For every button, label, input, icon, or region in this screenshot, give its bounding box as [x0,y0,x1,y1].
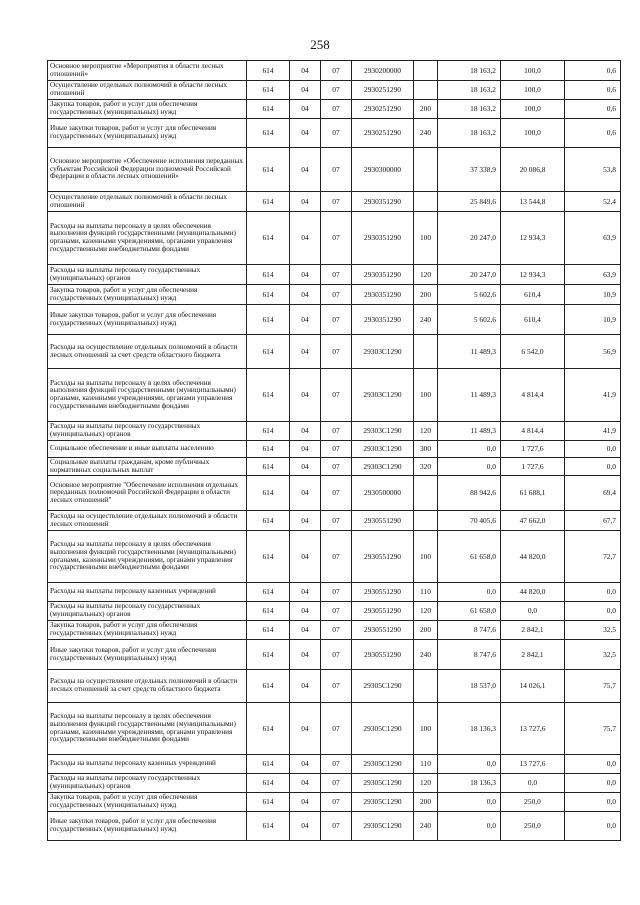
cell-grbs-code: 614 [247,793,290,812]
cell-expense-type: 240 [414,812,438,841]
table-row [48,531,621,583]
cell-name: Закупка товаров, работ и услуг для обеспечения государственных (муниципальных) нужд [48,793,247,812]
cell-target-article: 29305С1290 [352,774,414,793]
cell-target-article: 2930500000 [352,476,414,511]
cell-target-article: 2930551290 [352,511,414,531]
cell-subsection-code: 07 [321,61,352,81]
cell-subsection-code: 07 [321,511,352,531]
cell-actual-amount: 250,0 [501,812,565,841]
cell-target-article: 29305С1290 [352,703,414,755]
table-row [48,212,621,265]
cell-execution-percent: 72,7 [565,531,621,583]
cell-section-code: 04 [290,703,321,755]
cell-execution-percent: 67,7 [565,511,621,531]
cell-section-code: 04 [290,265,321,285]
cell-actual-amount: 100,0 [501,100,565,119]
cell-section-code: 04 [290,755,321,774]
cell-target-article: 2930300000 [352,148,414,192]
cell-actual-amount: 250,0 [501,793,565,812]
cell-target-article: 2930551290 [352,583,414,602]
cell-actual-amount: 0,0 [501,774,565,793]
table-row [48,61,621,81]
cell-actual-amount: 0,0 [501,602,565,621]
cell-execution-percent: 69,4 [565,476,621,511]
cell-section-code: 04 [290,441,321,458]
cell-expense-type: 300 [414,441,438,458]
cell-execution-percent: 0,6 [565,81,621,100]
cell-target-article: 2930351290 [352,192,414,212]
cell-expense-type: 200 [414,285,438,305]
cell-execution-percent: 0,0 [565,774,621,793]
cell-subsection-code: 07 [321,531,352,583]
cell-name: Закупка товаров, работ и услуг для обеспечения государственных (муниципальных) нужд [48,100,247,119]
cell-subsection-code: 07 [321,212,352,265]
cell-execution-percent: 0,0 [565,812,621,841]
budget-table-body [48,61,621,841]
cell-target-article: 29305С1290 [352,793,414,812]
cell-grbs-code: 614 [247,441,290,458]
cell-subsection-code: 07 [321,81,352,100]
cell-target-article: 2930551290 [352,602,414,621]
cell-target-article: 2930251290 [352,81,414,100]
table-row [48,670,621,703]
cell-actual-amount: 13 727,6 [501,703,565,755]
table-row [48,640,621,670]
cell-expense-type: 120 [414,265,438,285]
cell-section-code: 04 [290,119,321,148]
cell-expense-type: 120 [414,602,438,621]
cell-expense-type: 110 [414,583,438,602]
table-row [48,703,621,755]
table-row [48,602,621,621]
cell-section-code: 04 [290,212,321,265]
cell-actual-amount: 12 934,3 [501,265,565,285]
cell-expense-type: 200 [414,621,438,640]
cell-section-code: 04 [290,670,321,703]
cell-expense-type [414,81,438,100]
cell-grbs-code: 614 [247,621,290,640]
table-row [48,285,621,305]
cell-execution-percent: 75,7 [565,703,621,755]
cell-name: Расходы на выплаты персоналу казенных учреждений [48,755,247,774]
cell-subsection-code: 07 [321,458,352,476]
cell-subsection-code: 07 [321,640,352,670]
cell-target-article: 29303С1290 [352,441,414,458]
cell-name: Социальное обеспечение и иные выплаты населению [48,441,247,458]
cell-section-code: 04 [290,100,321,119]
cell-subsection-code: 07 [321,441,352,458]
cell-grbs-code: 614 [247,476,290,511]
cell-execution-percent: 0,0 [565,458,621,476]
cell-planned-amount: 18 163,2 [438,100,501,119]
cell-expense-type: 100 [414,531,438,583]
cell-planned-amount: 8 747,6 [438,640,501,670]
cell-grbs-code: 614 [247,192,290,212]
cell-grbs-code: 614 [247,100,290,119]
cell-grbs-code: 614 [247,81,290,100]
cell-name: Расходы на выплаты персоналу казенных учреждений [48,583,247,602]
cell-name: Иные закупки товаров, работ и услуг для обеспечения государственных (муниципальных) нужд [48,812,247,841]
cell-target-article: 29305С1290 [352,670,414,703]
cell-name: Расходы на выплаты персоналу в целях обеспечения выполнения функций государственными (муниципальными) органами, казенными учреждениями, органами управления государственными внебюджетными фондами [48,703,247,755]
table-row [48,441,621,458]
cell-execution-percent: 41,9 [565,422,621,441]
cell-expense-type [414,511,438,531]
cell-section-code: 04 [290,511,321,531]
cell-execution-percent: 56,9 [565,335,621,369]
cell-grbs-code: 614 [247,531,290,583]
cell-target-article: 2930551290 [352,621,414,640]
cell-target-article: 2930351290 [352,285,414,305]
table-row [48,305,621,335]
table-row [48,100,621,119]
cell-grbs-code: 614 [247,812,290,841]
cell-planned-amount: 11 489,3 [438,335,501,369]
cell-name: Расходы на выплаты персоналу в целях обеспечения выполнения функций государственными (муниципальными) органами, казенными учреждениями, органами управления государственными внебюджетными фондами [48,212,247,265]
cell-section-code: 04 [290,793,321,812]
cell-name: Иные закупки товаров, работ и услуг для обеспечения государственных (муниципальных) нужд [48,640,247,670]
cell-section-code: 04 [290,476,321,511]
cell-expense-type: 100 [414,369,438,422]
cell-execution-percent: 0,0 [565,583,621,602]
cell-subsection-code: 07 [321,369,352,422]
cell-subsection-code: 07 [321,755,352,774]
cell-section-code: 04 [290,774,321,793]
cell-planned-amount: 37 338,9 [438,148,501,192]
cell-section-code: 04 [290,640,321,670]
cell-expense-type: 240 [414,305,438,335]
cell-actual-amount: 13 544,8 [501,192,565,212]
cell-execution-percent: 52,4 [565,192,621,212]
cell-name: Расходы на выплаты персоналу в целях обеспечения выполнения функций государственными (муниципальными) органами, казенными учреждениями, органами управления государственными внебюджетными фондами [48,531,247,583]
cell-planned-amount: 11 489,3 [438,369,501,422]
cell-target-article: 29303С1290 [352,458,414,476]
cell-section-code: 04 [290,369,321,422]
cell-actual-amount: 61 688,1 [501,476,565,511]
cell-execution-percent: 75,7 [565,670,621,703]
cell-planned-amount: 18 136,3 [438,703,501,755]
cell-subsection-code: 07 [321,774,352,793]
cell-name: Основное мероприятие "Обеспечение исполнения отдельных переданных полномочий Российской Федерации в области лесных отношений" [48,476,247,511]
cell-expense-type: 240 [414,119,438,148]
cell-planned-amount: 25 849,6 [438,192,501,212]
cell-grbs-code: 614 [247,640,290,670]
cell-subsection-code: 07 [321,148,352,192]
cell-actual-amount: 610,4 [501,305,565,335]
cell-actual-amount: 2 842,1 [501,621,565,640]
cell-subsection-code: 07 [321,335,352,369]
cell-planned-amount: 61 658,0 [438,531,501,583]
table-row [48,422,621,441]
cell-execution-percent: 0,6 [565,100,621,119]
cell-grbs-code: 614 [247,119,290,148]
cell-expense-type: 120 [414,422,438,441]
cell-planned-amount: 0,0 [438,755,501,774]
cell-grbs-code: 614 [247,369,290,422]
cell-execution-percent: 0,6 [565,119,621,148]
table-row [48,793,621,812]
cell-actual-amount: 13 727,6 [501,755,565,774]
cell-expense-type: 110 [414,755,438,774]
cell-subsection-code: 07 [321,812,352,841]
cell-execution-percent: 10,9 [565,305,621,335]
cell-actual-amount: 44 820,0 [501,531,565,583]
cell-subsection-code: 07 [321,793,352,812]
cell-name: Иные закупки товаров, работ и услуг для обеспечения государственных (муниципальных) нужд [48,305,247,335]
cell-expense-type: 320 [414,458,438,476]
cell-planned-amount: 5 602,6 [438,285,501,305]
cell-name: Закупка товаров, работ и услуг для обеспечения государственных (муниципальных) нужд [48,285,247,305]
table-row [48,369,621,422]
cell-section-code: 04 [290,583,321,602]
table-row [48,621,621,640]
cell-name: Расходы на осуществление отдельных полномочий в области лесных отношений за счет средств областного бюджета [48,670,247,703]
cell-actual-amount: 4 814,4 [501,422,565,441]
cell-planned-amount: 18 136,3 [438,774,501,793]
cell-planned-amount: 5 602,6 [438,305,501,335]
cell-name: Социальные выплаты гражданам, кроме публичных нормативных социальных выплат [48,458,247,476]
cell-expense-type [414,61,438,81]
cell-section-code: 04 [290,148,321,192]
cell-grbs-code: 614 [247,265,290,285]
cell-planned-amount: 70 405,6 [438,511,501,531]
cell-target-article: 2930351290 [352,265,414,285]
cell-name: Расходы на осуществление отдельных полномочий в области лесных отношений [48,511,247,531]
cell-grbs-code: 614 [247,285,290,305]
table-row [48,812,621,841]
cell-section-code: 04 [290,285,321,305]
cell-grbs-code: 614 [247,305,290,335]
cell-execution-percent: 63,9 [565,265,621,285]
cell-subsection-code: 07 [321,670,352,703]
cell-execution-percent: 0,6 [565,61,621,81]
cell-planned-amount: 18 537,0 [438,670,501,703]
table-row [48,81,621,100]
cell-execution-percent: 10,9 [565,285,621,305]
cell-subsection-code: 07 [321,285,352,305]
cell-execution-percent: 41,9 [565,369,621,422]
cell-actual-amount: 100,0 [501,119,565,148]
cell-grbs-code: 614 [247,422,290,441]
cell-subsection-code: 07 [321,119,352,148]
cell-subsection-code: 07 [321,703,352,755]
table-row [48,119,621,148]
cell-planned-amount: 61 658,0 [438,602,501,621]
cell-expense-type: 200 [414,100,438,119]
cell-name: Расходы на выплаты персоналу государственных (муниципальных) органов [48,422,247,441]
cell-name: Основное мероприятие «Мероприятия в области лесных отношений» [48,61,247,81]
cell-section-code: 04 [290,621,321,640]
cell-planned-amount: 0,0 [438,441,501,458]
cell-actual-amount: 100,0 [501,81,565,100]
cell-expense-type [414,476,438,511]
cell-actual-amount: 20 086,8 [501,148,565,192]
cell-expense-type [414,148,438,192]
cell-section-code: 04 [290,422,321,441]
cell-target-article: 2930551290 [352,640,414,670]
cell-expense-type: 100 [414,212,438,265]
cell-expense-type: 120 [414,774,438,793]
cell-section-code: 04 [290,305,321,335]
cell-expense-type: 200 [414,793,438,812]
cell-subsection-code: 07 [321,422,352,441]
cell-subsection-code: 07 [321,305,352,335]
cell-actual-amount: 44 820,0 [501,583,565,602]
cell-grbs-code: 614 [247,511,290,531]
cell-expense-type [414,335,438,369]
cell-planned-amount: 0,0 [438,583,501,602]
table-row [48,335,621,369]
cell-subsection-code: 07 [321,583,352,602]
cell-subsection-code: 07 [321,192,352,212]
cell-planned-amount: 20 247,0 [438,212,501,265]
cell-actual-amount: 100,0 [501,61,565,81]
cell-name: Иные закупки товаров, работ и услуг для обеспечения государственных (муниципальных) нужд [48,119,247,148]
cell-execution-percent: 0,0 [565,602,621,621]
cell-subsection-code: 07 [321,602,352,621]
cell-subsection-code: 07 [321,100,352,119]
table-row [48,265,621,285]
cell-name: Расходы на выплаты персоналу государственных (муниципальных) органов [48,602,247,621]
cell-subsection-code: 07 [321,476,352,511]
table-row [48,511,621,531]
cell-grbs-code: 614 [247,61,290,81]
cell-actual-amount: 610,4 [501,285,565,305]
cell-grbs-code: 614 [247,703,290,755]
cell-target-article: 29303С1290 [352,422,414,441]
cell-actual-amount: 1 727,6 [501,441,565,458]
cell-grbs-code: 614 [247,583,290,602]
page-number: 258 [310,37,330,52]
cell-target-article: 2930351290 [352,212,414,265]
cell-planned-amount: 0,0 [438,793,501,812]
budget-table [47,60,621,841]
cell-section-code: 04 [290,812,321,841]
cell-execution-percent: 53,8 [565,148,621,192]
cell-planned-amount: 20 247,0 [438,265,501,285]
cell-section-code: 04 [290,602,321,621]
cell-section-code: 04 [290,335,321,369]
cell-execution-percent: 0,0 [565,793,621,812]
cell-grbs-code: 614 [247,212,290,265]
cell-grbs-code: 614 [247,458,290,476]
cell-planned-amount: 11 489,3 [438,422,501,441]
cell-name: Расходы на осуществление отдельных полномочий в области лесных отношений за счет средств областного бюджета [48,335,247,369]
cell-execution-percent: 32,5 [565,621,621,640]
cell-actual-amount: 4 814,4 [501,369,565,422]
cell-name: Осуществление отдельных полномочий в области лесных отношений [48,192,247,212]
cell-name: Закупка товаров, работ и услуг для обеспечения государственных (муниципальных) нужд [48,621,247,640]
cell-planned-amount: 18 163,2 [438,119,501,148]
cell-grbs-code: 614 [247,602,290,621]
cell-subsection-code: 07 [321,265,352,285]
cell-grbs-code: 614 [247,148,290,192]
cell-section-code: 04 [290,531,321,583]
table-row [48,192,621,212]
cell-planned-amount: 88 942,6 [438,476,501,511]
cell-grbs-code: 614 [247,774,290,793]
cell-name: Расходы на выплаты персоналу государственных (муниципальных) органов [48,265,247,285]
cell-target-article: 29305С1290 [352,812,414,841]
cell-grbs-code: 614 [247,335,290,369]
cell-planned-amount: 0,0 [438,812,501,841]
cell-actual-amount: 12 934,3 [501,212,565,265]
cell-name: Основное мероприятие «Обеспечение исполнения переданных субъектам Российской Федерации полномочий Российской Федерации в области лесных отношений» [48,148,247,192]
cell-target-article: 2930200000 [352,61,414,81]
table-row [48,476,621,511]
cell-section-code: 04 [290,61,321,81]
cell-expense-type [414,192,438,212]
cell-name: Расходы на выплаты персоналу государственных (муниципальных) органов [48,774,247,793]
cell-planned-amount: 0,0 [438,458,501,476]
cell-target-article: 29303С1290 [352,335,414,369]
cell-target-article: 29305С1290 [352,755,414,774]
cell-target-article: 2930551290 [352,531,414,583]
cell-subsection-code: 07 [321,621,352,640]
cell-actual-amount: 6 542,0 [501,335,565,369]
budget-table-wrapper [47,60,620,841]
table-row [48,755,621,774]
cell-actual-amount: 14 026,1 [501,670,565,703]
cell-grbs-code: 614 [247,670,290,703]
cell-target-article: 2930351290 [352,305,414,335]
cell-target-article: 2930251290 [352,100,414,119]
table-row [48,774,621,793]
cell-expense-type [414,670,438,703]
cell-target-article: 2930251290 [352,119,414,148]
cell-execution-percent: 0,0 [565,755,621,774]
cell-actual-amount: 1 727,6 [501,458,565,476]
cell-grbs-code: 614 [247,755,290,774]
cell-actual-amount: 2 842,1 [501,640,565,670]
cell-planned-amount: 18 163,2 [438,61,501,81]
cell-section-code: 04 [290,458,321,476]
cell-target-article: 29303С1290 [352,369,414,422]
cell-name: Расходы на выплаты персоналу в целях обеспечения выполнения функций государственными (муниципальными) органами, казенными учреждениями, органами управления государственными внебюджетными фондами [48,369,247,422]
cell-actual-amount: 47 662,0 [501,511,565,531]
cell-expense-type: 240 [414,640,438,670]
table-row [48,458,621,476]
table-row [48,583,621,602]
cell-planned-amount: 18 163,2 [438,81,501,100]
cell-execution-percent: 63,9 [565,212,621,265]
cell-execution-percent: 32,5 [565,640,621,670]
table-row [48,148,621,192]
cell-section-code: 04 [290,81,321,100]
cell-planned-amount: 8 747,6 [438,621,501,640]
cell-expense-type: 100 [414,703,438,755]
cell-execution-percent: 0,0 [565,441,621,458]
cell-name: Осуществление отдельных полномочий в области лесных отношений [48,81,247,100]
cell-section-code: 04 [290,192,321,212]
